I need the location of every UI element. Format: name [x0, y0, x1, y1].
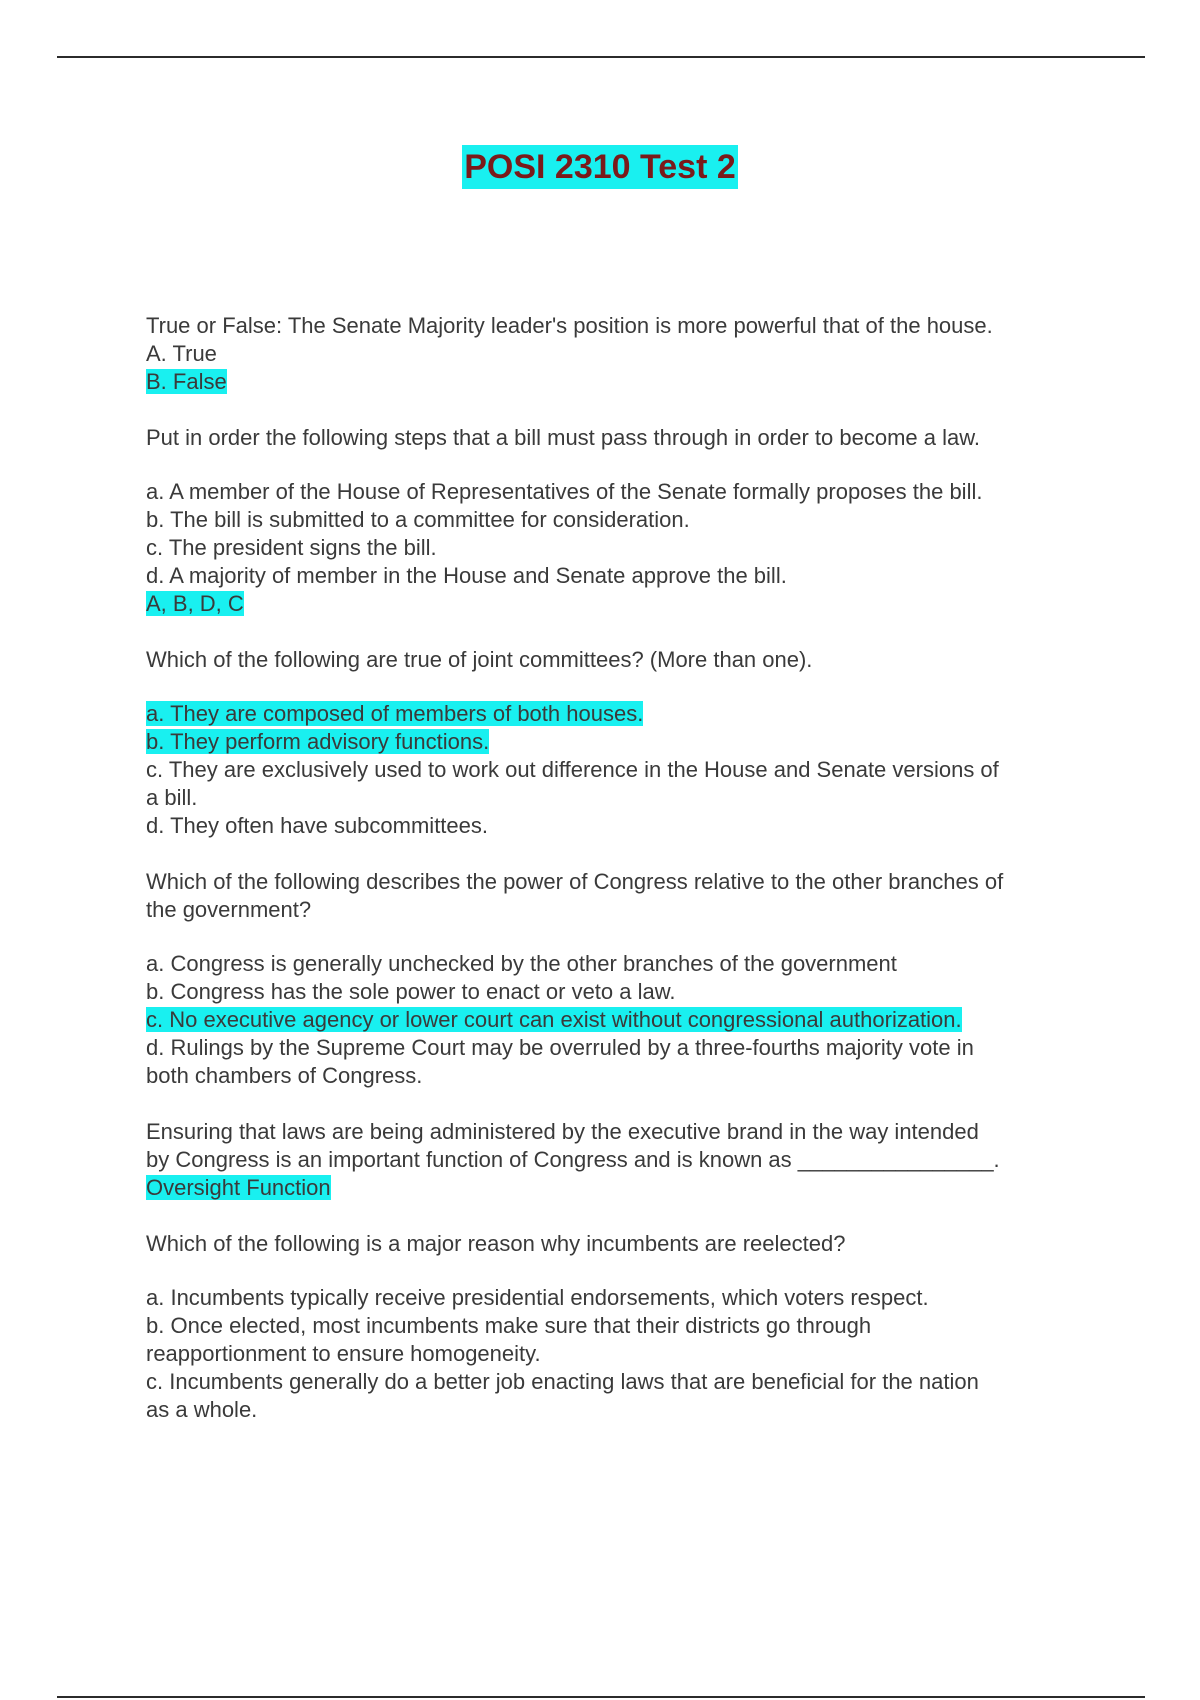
option: c. Incumbents generally do a better job enacting laws that are beneficial for the nation — [146, 1369, 979, 1394]
question-prompt: Which of the following are true of joint committees? (More than one). — [146, 647, 813, 672]
answer-highlight: a. They are composed of members of both houses. — [146, 701, 644, 726]
spacer — [146, 924, 1096, 950]
question-prompt: Ensuring that laws are being administered by the executive brand in the way intended — [146, 1119, 979, 1144]
answer-highlight: b. They perform advisory functions. — [146, 729, 490, 754]
answer-highlight: c. No executive agency or lower court can exist without congressional authorization. — [146, 1007, 962, 1032]
question-prompt: Which of the following is a major reason why incumbents are reelected? — [146, 1231, 846, 1256]
question-2 — [146, 424, 1096, 618]
spacer — [146, 1202, 1096, 1230]
top-rule — [57, 56, 1145, 58]
question-prompt: True or False: The Senate Majority leader's position is more powerful that of the house. — [146, 313, 993, 338]
spacer — [146, 618, 1096, 646]
option: reapportionment to ensure homogeneity. — [146, 1341, 541, 1366]
option-answer — [146, 1006, 1096, 1034]
option: d. A majority of member in the House and Senate approve the bill. — [146, 563, 787, 588]
spacer — [146, 674, 1096, 700]
option: b. Congress has the sole power to enact or veto a law. — [146, 979, 676, 1004]
option-answer — [146, 728, 1096, 756]
spacer — [146, 452, 1096, 478]
option: c. The president signs the bill. — [146, 535, 437, 560]
option: b. Once elected, most incumbents make sure that their districts go through — [146, 1313, 872, 1338]
title-wrap — [0, 145, 1200, 189]
spacer — [146, 1090, 1096, 1118]
page-title: POSI 2310 Test 2 — [462, 145, 738, 189]
option: a bill. — [146, 785, 198, 810]
option-answer — [146, 590, 1096, 618]
question-4 — [146, 868, 1096, 1090]
option-answer — [146, 700, 1096, 728]
question-1 — [146, 312, 1096, 396]
answer-highlight: Oversight Function — [146, 1175, 331, 1200]
document-body — [146, 312, 1096, 1424]
question-5 — [146, 1118, 1096, 1202]
option: a. Incumbents typically receive presidential endorsements, which voters respect. — [146, 1285, 929, 1310]
answer-highlight: B. False — [146, 369, 227, 394]
bottom-rule — [57, 1696, 1145, 1698]
question-prompt: Put in order the following steps that a bill must pass through in order to become a law. — [146, 425, 981, 450]
option: a. Congress is generally unchecked by the other branches of the government — [146, 951, 897, 976]
option: d. Rulings by the Supreme Court may be overruled by a three-fourths majority vote in — [146, 1035, 974, 1060]
spacer — [146, 396, 1096, 424]
question-prompt: the government? — [146, 897, 312, 922]
question-prompt: Which of the following describes the power of Congress relative to the other branches of — [146, 869, 1004, 894]
spacer — [146, 840, 1096, 868]
question-6 — [146, 1230, 1096, 1424]
option: as a whole. — [146, 1397, 258, 1422]
question-3 — [146, 646, 1096, 840]
option: b. The bill is submitted to a committee for consideration. — [146, 507, 690, 532]
option: c. They are exclusively used to work out difference in the House and Senate versions of — [146, 757, 999, 782]
option: A. True — [146, 341, 217, 366]
option: a. A member of the House of Representatives of the Senate formally proposes the bill. — [146, 479, 983, 504]
answer-highlight: A, B, D, C — [146, 591, 244, 616]
spacer — [146, 1258, 1096, 1284]
question-prompt: by Congress is an important function of Congress and is known as ________________. — [146, 1147, 1000, 1172]
option: d. They often have subcommittees. — [146, 813, 488, 838]
option: both chambers of Congress. — [146, 1063, 423, 1088]
option-answer — [146, 1174, 1096, 1202]
option-answer — [146, 368, 1096, 396]
